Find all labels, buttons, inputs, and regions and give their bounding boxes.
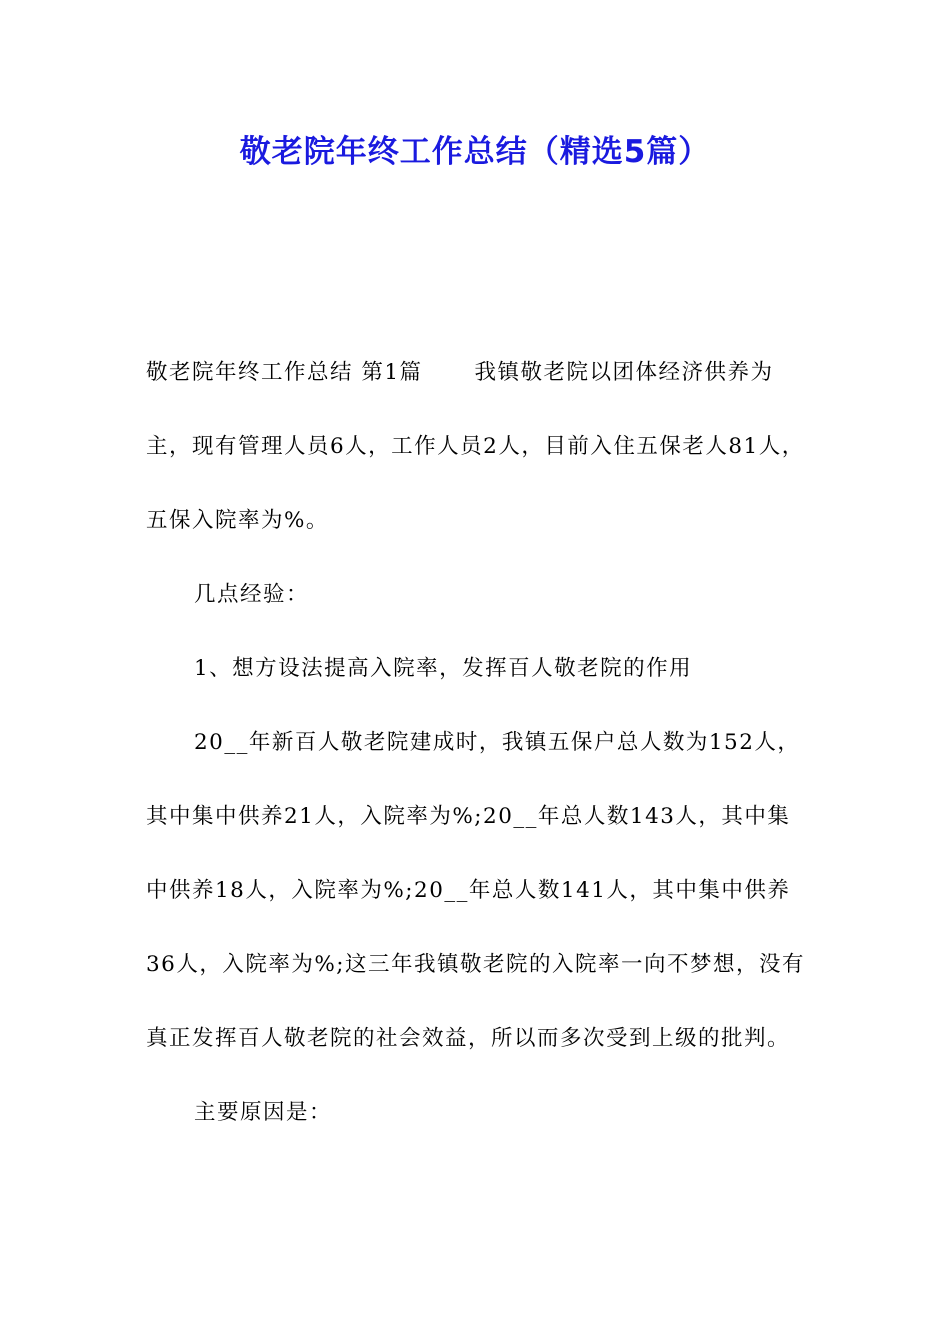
document-body (146, 336, 806, 1150)
document-title: 敬老院年终工作总结（精选5篇） (239, 134, 711, 170)
paragraph-2: 几点经验： (194, 582, 310, 607)
section-heading: 敬老院年终工作总结 第1篇 (146, 360, 423, 385)
paragraph-5: 主要原因是： (194, 1100, 333, 1125)
paragraph-1-text: 我镇敬老院以团体经济供养为主，现有管理人员6人，工作人员2人，目前入住五保老人81人，五保入院率为%。 (146, 360, 805, 533)
paragraph-1 (146, 336, 806, 558)
paragraph-3: 1、想方设法提高入院率，发挥百人敬老院的作用 (194, 656, 693, 681)
paragraph-4: 20__年新百人敬老院建成时，我镇五保户总人数为152人，其中集中供养21人，入院率为%;20__年总人数143人，其中集中供养18人，入院率为%;20__年总人数141人，其中集中供养36人，入院率为%;这三年我镇敬老院的入院率一向不梦想，没有真正发挥百人敬老院的社会效益，所以而多次受到上级的批判。 (146, 730, 806, 1051)
